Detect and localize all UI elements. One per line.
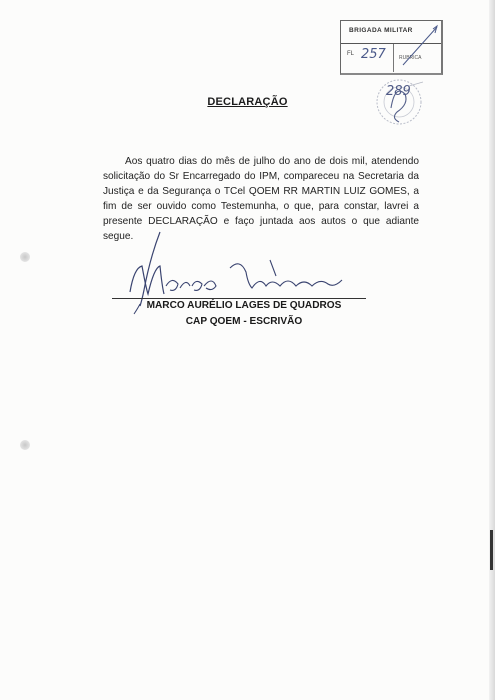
signer-name: MARCO AURÉLIO LAGES DE QUADROS — [146, 300, 342, 311]
punch-hole-top — [20, 252, 30, 262]
stamp-rubrica-label: RUBRICA — [399, 55, 422, 61]
stamp-fl-label: FL — [347, 51, 355, 57]
page-edge-mark — [490, 530, 493, 570]
seal-number: 289 — [386, 84, 411, 99]
stamp-page-number: 257 — [361, 47, 386, 62]
page-number-stamp — [340, 20, 443, 75]
stamp-rubric-scribble — [341, 21, 441, 73]
signer-role: CAP QOEM - ESCRIVÃO — [185, 316, 303, 327]
stamp-title: BRIGADA MILITAR — [349, 27, 413, 34]
declaration-paragraph: Aos quatro dias do mês de julho do ano de dois mil, atendendo solicitação do Sr Encarregado do IPM, compareceu na Secretaria da Justiça e da Segurança o TCel QOEM RR MARTIN LUIZ GOMES, a fim de ser ouvido como Testemunha, o que, para constar, lavrei a presente DECLARAÇÃO e faço juntada aos autos o que adiante segue. — [103, 156, 419, 242]
document-title: DECLARAÇÃO — [207, 96, 288, 108]
signature-line — [112, 298, 366, 299]
punch-hole-bottom — [20, 440, 30, 450]
